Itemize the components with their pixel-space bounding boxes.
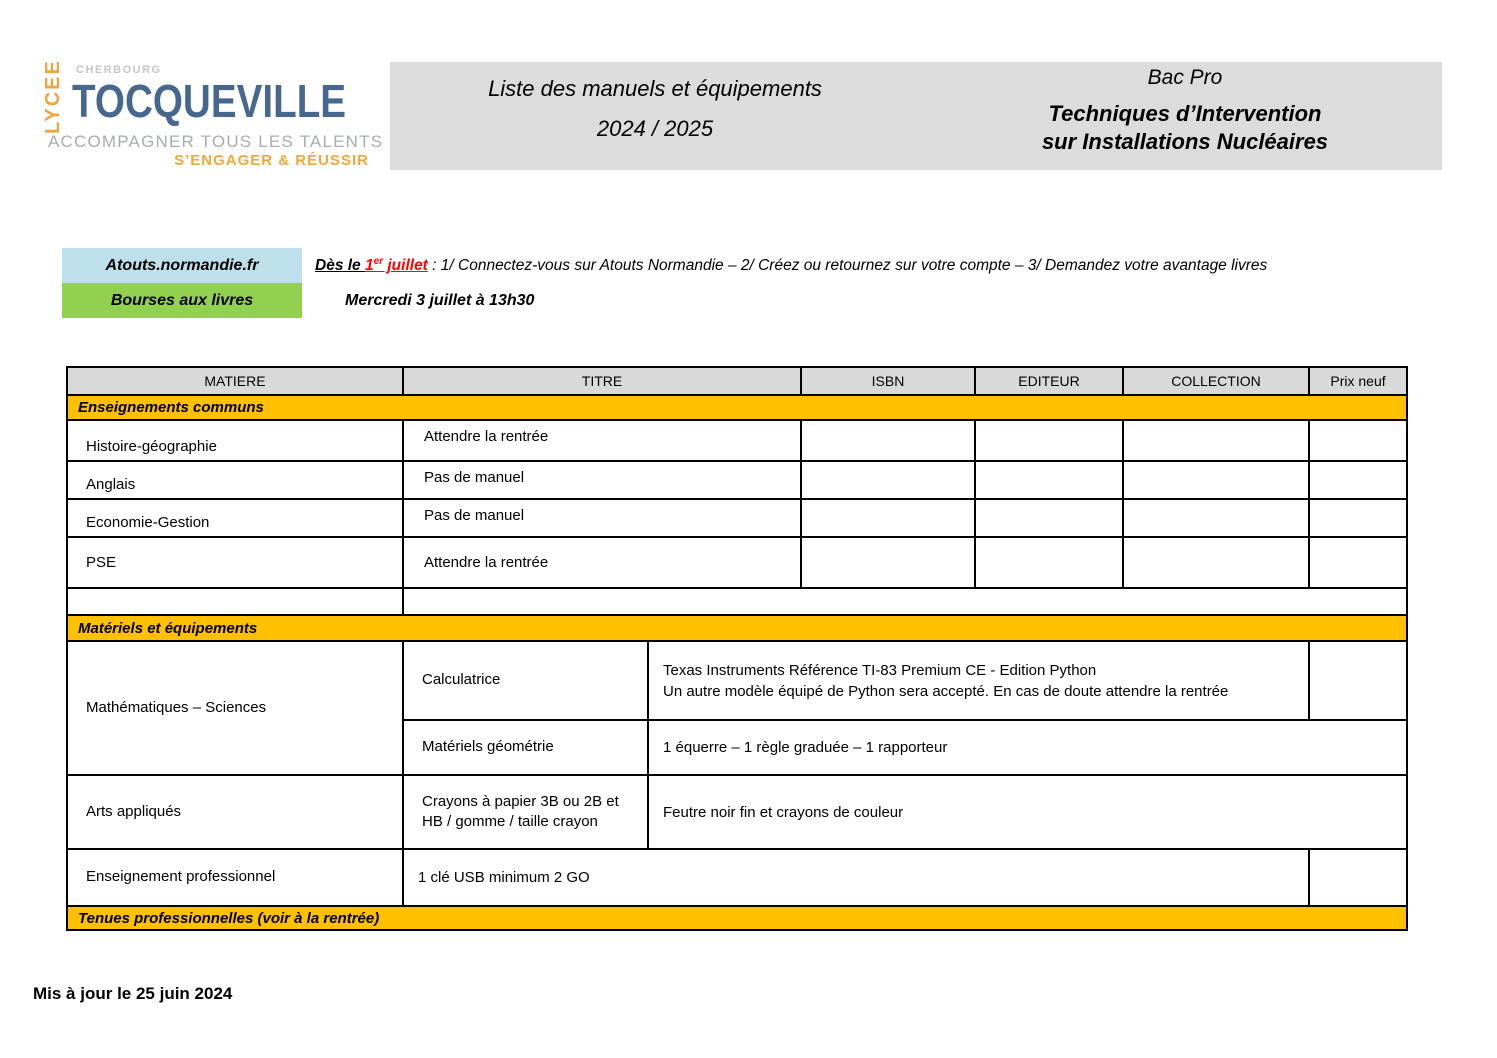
logo-school-name: TOCQUEVILLE [72, 75, 347, 127]
program-name-line1: Techniques d’Intervention [1048, 101, 1322, 126]
matiere-cell: Economie-Gestion [68, 500, 404, 536]
header-band [390, 62, 1442, 170]
logo-city-text: CHERBOURG [76, 64, 162, 76]
collection-cell [1124, 421, 1310, 460]
document-title-year: 2024 / 2025 [596, 116, 714, 141]
section-header-materiels-equipements: Matériels et équipements [68, 614, 1406, 640]
table-header-row [68, 368, 1406, 394]
titre-cell: Pas de manuel [404, 462, 802, 498]
editeur-cell [976, 500, 1124, 536]
column-header-isbn: ISBN [802, 368, 976, 394]
editeur-cell [976, 538, 1124, 587]
description-cell: 1 clé USB minimum 2 GO [404, 850, 1310, 905]
last-updated-note: Mis à jour le 25 juin 2024 [33, 984, 233, 1003]
notice-body: : 1/ Connectez-vous sur Atouts Normandie – 2/ Créez ou retournez sur votre compte – 3/ Demandez votre avantage livres [427, 257, 1268, 275]
prix-cell [1310, 850, 1406, 905]
description-line1: Texas Instruments Référence TI-83 Premium CE - Edition Python [663, 661, 1097, 679]
matiere-cell: PSE [68, 538, 404, 587]
table-row [68, 460, 1406, 498]
isbn-cell [802, 421, 976, 460]
prix-cell [1310, 500, 1406, 536]
editeur-cell [976, 462, 1124, 498]
collection-cell [1124, 538, 1310, 587]
program-title [950, 66, 1420, 155]
description-line2: Un autre modèle équipé de Python sera accepté. En cas de doute attendre la rentrée [663, 682, 1229, 700]
section-header-tenues-professionnelles: Tenues professionnelles (voir à la rentrée) [68, 905, 1406, 929]
matiere-cell: Enseignement professionnel [68, 850, 404, 905]
prix-cell [1310, 538, 1406, 587]
table-row [68, 536, 1406, 587]
math-sub-rows [404, 642, 1406, 774]
sub-row-calculatrice [404, 642, 1406, 719]
titre-cell: Attendre la rentrée [404, 421, 802, 460]
table-row [68, 498, 1406, 536]
description-cell [649, 642, 1310, 719]
prix-cell [1310, 421, 1406, 460]
sub-row-geometrie [404, 719, 1406, 774]
atouts-normandie-box [62, 248, 302, 283]
school-logo [40, 56, 384, 174]
document-title-line1: Liste des manuels et équipements [488, 76, 822, 101]
column-header-titre: TITRE [404, 368, 802, 394]
matiere-cell: Histoire-géographie [68, 421, 404, 460]
atouts-instructions [315, 256, 1485, 275]
logo-motto: S’ENGAGER & RÉUSSIR [174, 152, 369, 169]
atouts-normandie-label: Atouts.normandie.fr [105, 256, 259, 274]
description-cell: 1 équerre – 1 règle graduée – 1 rapporteur [663, 739, 948, 756]
titre-cell: Attendre la rentrée [404, 538, 802, 587]
column-header-editeur: EDITEUR [976, 368, 1124, 394]
matiere-cell: Arts appliqués [68, 776, 404, 848]
item-cell: Matériels géométrie [404, 721, 649, 774]
collection-cell [1124, 462, 1310, 498]
table-row-mathematiques [68, 640, 1406, 774]
section-header-enseignements-communs: Enseignements communs [68, 394, 1406, 419]
matiere-cell: Mathématiques – Sciences [68, 642, 404, 774]
isbn-cell [802, 500, 976, 536]
program-name-line2: sur Installations Nucléaires [1041, 128, 1329, 154]
supplies-table [66, 366, 1408, 931]
column-header-prix-neuf: Prix neuf [1310, 368, 1406, 394]
collection-cell [1124, 500, 1310, 536]
document-title [420, 76, 890, 142]
empty-cell [404, 589, 1406, 614]
titre-cell: Pas de manuel [404, 500, 802, 536]
logo-tagline: ACCOMPAGNER TOUS LES TALENTS [48, 132, 384, 151]
logo-lycee-vertical-text: LYCEE [42, 59, 64, 134]
editeur-cell [976, 421, 1124, 460]
table-row [68, 419, 1406, 460]
empty-row [68, 587, 1406, 614]
notice-prefix: Dès le [315, 257, 365, 275]
prix-cell [1310, 462, 1406, 498]
column-header-collection: COLLECTION [1124, 368, 1310, 394]
table-row-enseignement-professionnel [68, 848, 1406, 905]
isbn-cell [802, 462, 976, 498]
prix-cell [1310, 642, 1406, 719]
bourses-meeting-date: Mercredi 3 juillet à 13h30 [345, 292, 535, 309]
column-header-matiere: MATIERE [68, 368, 404, 394]
bourses-aux-livres-label: Bourses aux livres [110, 291, 254, 309]
empty-cell [68, 589, 404, 614]
notice-date-highlight: 1er juillet [364, 256, 428, 275]
item-cell: Calculatrice [404, 642, 649, 719]
description-cell: Feutre noir fin et crayons de couleur [663, 803, 904, 821]
table-row-arts-appliques [68, 774, 1406, 848]
program-degree: Bac Pro [1147, 66, 1223, 89]
matiere-cell: Anglais [68, 462, 404, 498]
isbn-cell [802, 538, 976, 587]
bourses-aux-livres-box [62, 283, 302, 318]
item-cell: Crayons à papier 3B ou 2B et HB / gomme / taille crayon [404, 776, 649, 848]
